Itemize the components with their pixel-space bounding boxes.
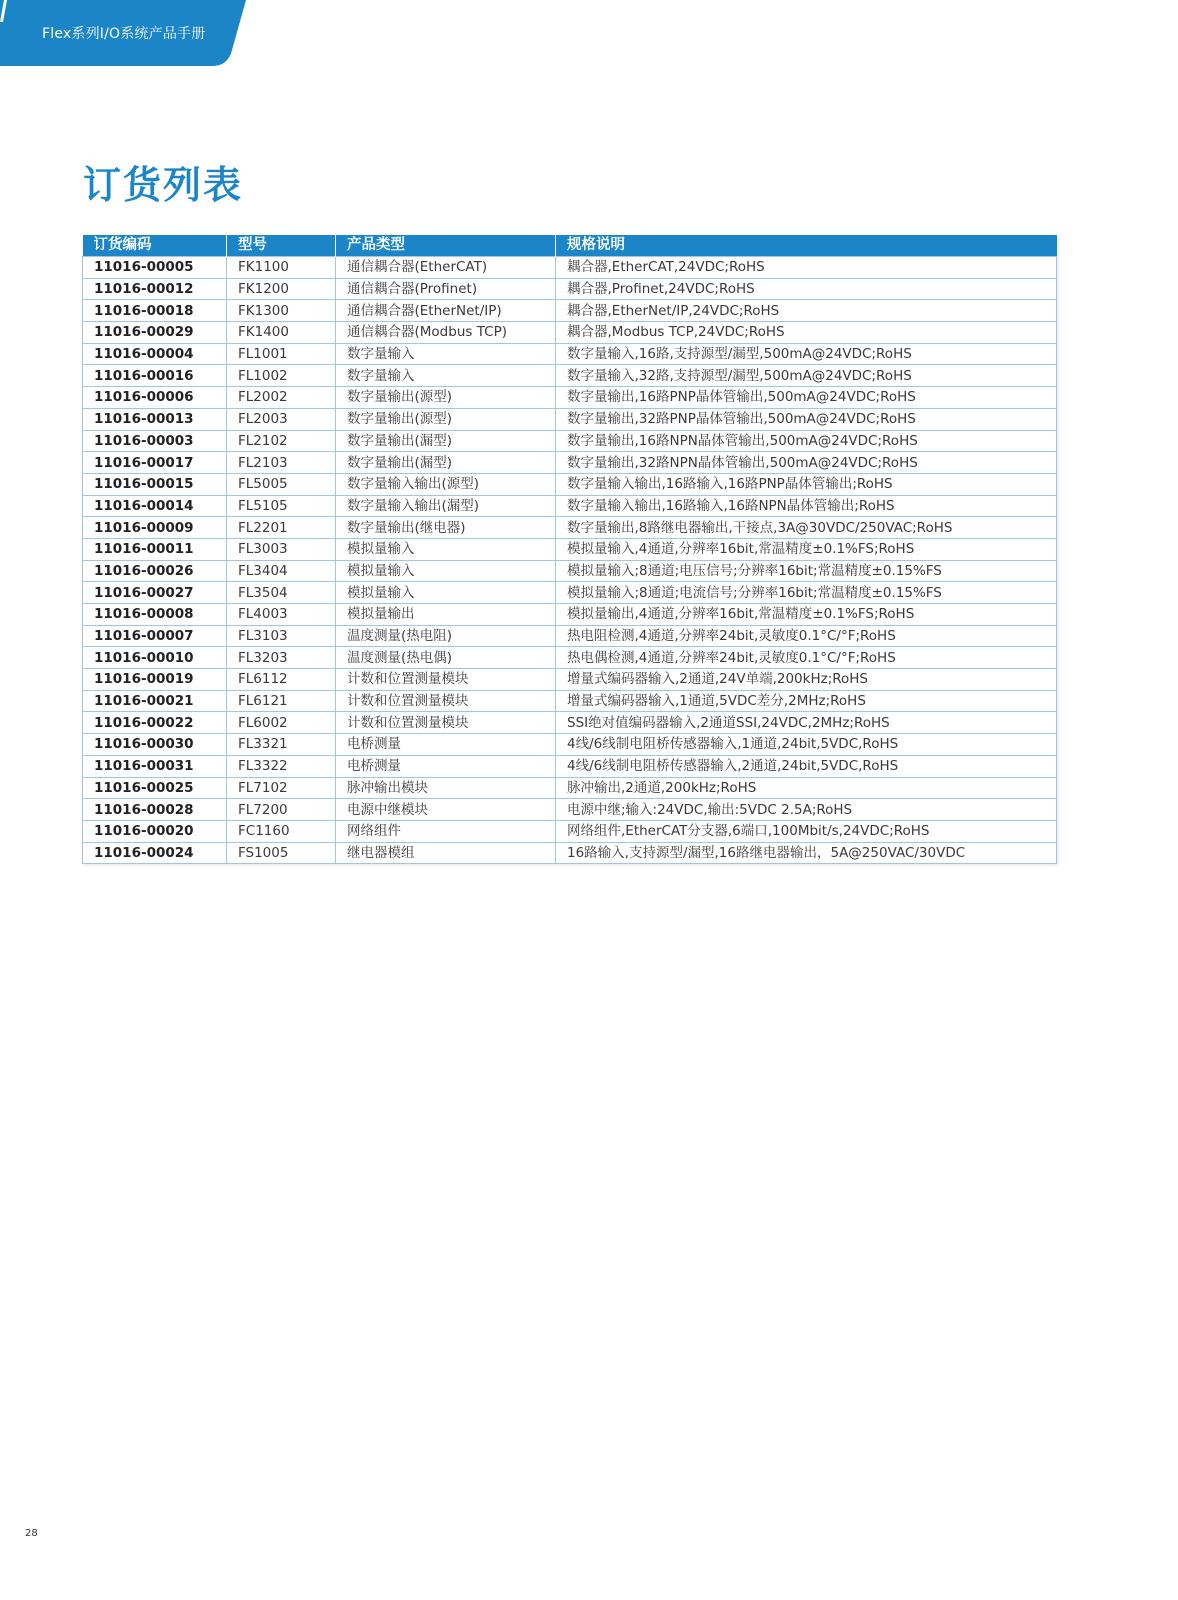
table-row — [83, 734, 1057, 756]
product-type-cell: 模拟量输入 — [336, 560, 556, 582]
table-row — [83, 820, 1057, 842]
table-row — [83, 278, 1057, 300]
table-row — [83, 538, 1057, 560]
product-type-cell: 通信耦合器(Profinet) — [336, 278, 556, 300]
spec-cell: 数字量输出,16路NPN晶体管输出,500mA@24VDC;RoHS — [556, 430, 1057, 452]
product-type-cell: 数字量输出(继电器) — [336, 517, 556, 539]
page-number: 28 — [25, 1528, 38, 1539]
spec-cell: 耦合器,EtherCAT,24VDC;RoHS — [556, 257, 1057, 279]
model-cell: FL3504 — [227, 582, 336, 604]
column-header-spec: 规格说明 — [556, 235, 1057, 257]
order-code-cell: 11016-00008 — [83, 604, 227, 626]
order-code-cell: 11016-00019 — [83, 669, 227, 691]
model-cell: FS1005 — [227, 842, 336, 864]
order-code-cell: 11016-00015 — [83, 473, 227, 495]
order-code-cell: 11016-00028 — [83, 799, 227, 821]
model-cell: FL4003 — [227, 604, 336, 626]
table-row — [83, 690, 1057, 712]
spec-cell: 数字量输入输出,16路输入,16路PNP晶体管输出;RoHS — [556, 473, 1057, 495]
order-code-cell: 11016-00006 — [83, 387, 227, 409]
table-row — [83, 408, 1057, 430]
table-row — [83, 755, 1057, 777]
order-table — [82, 235, 1057, 864]
model-cell: FL6112 — [227, 669, 336, 691]
order-code-cell: 11016-00007 — [83, 625, 227, 647]
order-code-cell: 11016-00014 — [83, 495, 227, 517]
slash-icon — [0, 0, 7, 22]
table-row — [83, 560, 1057, 582]
product-type-cell: 脉冲输出模块 — [336, 777, 556, 799]
product-type-cell: 数字量输入输出(漏型) — [336, 495, 556, 517]
order-code-cell: 11016-00010 — [83, 647, 227, 669]
table-row — [83, 387, 1057, 409]
spec-cell: 网络组件,EtherCAT分支器,6端口,100Mbit/s,24VDC;RoHS — [556, 820, 1057, 842]
spec-cell: 模拟量输入;8通道;电流信号;分辨率16bit;常温精度±0.15%FS — [556, 582, 1057, 604]
spec-cell: 热电阻检测,4通道,分辨率24bit,灵敏度0.1°C/°F;RoHS — [556, 625, 1057, 647]
spec-cell: 模拟量输入,4通道,分辨率16bit,常温精度±0.1%FS;RoHS — [556, 538, 1057, 560]
order-code-cell: 11016-00025 — [83, 777, 227, 799]
table-row — [83, 257, 1057, 279]
product-type-cell: 电桥测量 — [336, 734, 556, 756]
model-cell: FL6121 — [227, 690, 336, 712]
table-row — [83, 604, 1057, 626]
model-cell: FL2201 — [227, 517, 336, 539]
spec-cell: 数字量输入输出,16路输入,16路NPN晶体管输出;RoHS — [556, 495, 1057, 517]
spec-cell: 数字量输入,32路,支持源型/漏型,500mA@24VDC;RoHS — [556, 365, 1057, 387]
spec-cell: 耦合器,Profinet,24VDC;RoHS — [556, 278, 1057, 300]
model-cell: FK1400 — [227, 322, 336, 344]
spec-cell: 增量式编码器输入,2通道,24V单端,200kHz;RoHS — [556, 669, 1057, 691]
model-cell: FK1300 — [227, 300, 336, 322]
spec-cell: SSI绝对值编码器输入,2通道SSI,24VDC,2MHz;RoHS — [556, 712, 1057, 734]
model-cell: FL3321 — [227, 734, 336, 756]
product-type-cell: 电源中继模块 — [336, 799, 556, 821]
table-row — [83, 430, 1057, 452]
page-title: 订货列表 — [83, 163, 244, 207]
column-header-order-code: 订货编码 — [83, 235, 227, 257]
table-row — [83, 669, 1057, 691]
order-code-cell: 11016-00012 — [83, 278, 227, 300]
order-code-cell: 11016-00016 — [83, 365, 227, 387]
model-cell: FL6002 — [227, 712, 336, 734]
column-header-model: 型号 — [227, 235, 336, 257]
model-cell: FL3322 — [227, 755, 336, 777]
model-cell: FL5005 — [227, 473, 336, 495]
model-cell: FL3404 — [227, 560, 336, 582]
spec-cell: 数字量输出,16路PNP晶体管输出,500mA@24VDC;RoHS — [556, 387, 1057, 409]
product-type-cell: 数字量输入 — [336, 343, 556, 365]
spec-cell: 数字量输出,32路NPN晶体管输出,500mA@24VDC;RoHS — [556, 452, 1057, 474]
order-code-cell: 11016-00021 — [83, 690, 227, 712]
table-row — [83, 517, 1057, 539]
table-row — [83, 300, 1057, 322]
spec-cell: 数字量输入,16路,支持源型/漏型,500mA@24VDC;RoHS — [556, 343, 1057, 365]
table-row — [83, 647, 1057, 669]
table-row — [83, 343, 1057, 365]
product-type-cell: 模拟量输出 — [336, 604, 556, 626]
model-cell: FK1100 — [227, 257, 336, 279]
spec-cell: 耦合器,Modbus TCP,24VDC;RoHS — [556, 322, 1057, 344]
spec-cell: 数字量输出,32路PNP晶体管输出,500mA@24VDC;RoHS — [556, 408, 1057, 430]
order-code-cell: 11016-00020 — [83, 820, 227, 842]
order-code-cell: 11016-00009 — [83, 517, 227, 539]
order-code-cell: 11016-00003 — [83, 430, 227, 452]
table-row — [83, 777, 1057, 799]
order-code-cell: 11016-00027 — [83, 582, 227, 604]
product-type-cell: 继电器模组 — [336, 842, 556, 864]
model-cell: FL7200 — [227, 799, 336, 821]
product-type-cell: 通信耦合器(EtherCAT) — [336, 257, 556, 279]
order-code-cell: 11016-00011 — [83, 538, 227, 560]
product-type-cell: 数字量输出(源型) — [336, 408, 556, 430]
order-code-cell: 11016-00018 — [83, 300, 227, 322]
product-type-cell: 数字量输入输出(源型) — [336, 473, 556, 495]
product-type-cell: 模拟量输入 — [336, 538, 556, 560]
order-code-cell: 11016-00031 — [83, 755, 227, 777]
spec-cell: 耦合器,EtherNet/IP,24VDC;RoHS — [556, 300, 1057, 322]
table-row — [83, 365, 1057, 387]
table-row — [83, 452, 1057, 474]
order-code-cell: 11016-00022 — [83, 712, 227, 734]
product-type-cell: 电桥测量 — [336, 755, 556, 777]
product-type-cell: 模拟量输入 — [336, 582, 556, 604]
spec-cell: 数字量输出,8路继电器输出,干接点,3A@30VDC/250VAC;RoHS — [556, 517, 1057, 539]
spec-cell: 模拟量输出,4通道,分辨率16bit,常温精度±0.1%FS;RoHS — [556, 604, 1057, 626]
spec-cell: 模拟量输入;8通道;电压信号;分辨率16bit;常温精度±0.15%FS — [556, 560, 1057, 582]
spec-cell: 电源中继;输入:24VDC,输出:5VDC 2.5A;RoHS — [556, 799, 1057, 821]
order-code-cell: 11016-00029 — [83, 322, 227, 344]
table-body — [83, 257, 1057, 864]
product-type-cell: 网络组件 — [336, 820, 556, 842]
product-type-cell: 通信耦合器(EtherNet/IP) — [336, 300, 556, 322]
table-header-row — [83, 235, 1057, 257]
product-type-cell: 数字量输出(漏型) — [336, 430, 556, 452]
table-row — [83, 799, 1057, 821]
model-cell: FL2002 — [227, 387, 336, 409]
order-code-cell: 11016-00013 — [83, 408, 227, 430]
model-cell: FL3203 — [227, 647, 336, 669]
model-cell: FL2003 — [227, 408, 336, 430]
order-code-cell: 11016-00026 — [83, 560, 227, 582]
model-cell: FK1200 — [227, 278, 336, 300]
product-type-cell: 数字量输入 — [336, 365, 556, 387]
spec-cell: 4线/6线制电阻桥传感器输入,1通道,24bit,5VDC,RoHS — [556, 734, 1057, 756]
model-cell: FL5105 — [227, 495, 336, 517]
product-type-cell: 数字量输出(源型) — [336, 387, 556, 409]
column-header-product-type: 产品类型 — [336, 235, 556, 257]
order-code-cell: 11016-00024 — [83, 842, 227, 864]
product-type-cell: 计数和位置测量模块 — [336, 712, 556, 734]
table-row — [83, 625, 1057, 647]
product-type-cell: 通信耦合器(Modbus TCP) — [336, 322, 556, 344]
product-type-cell: 计数和位置测量模块 — [336, 690, 556, 712]
model-cell: FL3103 — [227, 625, 336, 647]
table-row — [83, 712, 1057, 734]
spec-cell: 16路输入,支持源型/漏型,16路继电器输出，5A@250VAC/30VDC — [556, 842, 1057, 864]
model-cell: FL2102 — [227, 430, 336, 452]
table-row — [83, 842, 1057, 864]
table-row — [83, 495, 1057, 517]
table-row — [83, 582, 1057, 604]
product-type-cell: 温度测量(热电偶) — [336, 647, 556, 669]
table-row — [83, 322, 1057, 344]
model-cell: FL2103 — [227, 452, 336, 474]
order-code-cell: 11016-00030 — [83, 734, 227, 756]
order-code-cell: 11016-00005 — [83, 257, 227, 279]
spec-cell: 增量式编码器输入,1通道,5VDC差分,2MHz;RoHS — [556, 690, 1057, 712]
product-type-cell: 温度测量(热电阻) — [336, 625, 556, 647]
spec-cell: 4线/6线制电阻桥传感器输入,2通道,24bit,5VDC,RoHS — [556, 755, 1057, 777]
header-tab — [0, 0, 250, 66]
table-row — [83, 473, 1057, 495]
spec-cell: 脉冲输出,2通道,200kHz;RoHS — [556, 777, 1057, 799]
model-cell: FL3003 — [227, 538, 336, 560]
model-cell: FL1002 — [227, 365, 336, 387]
spec-cell: 热电偶检测,4通道,分辨率24bit,灵敏度0.1°C/°F;RoHS — [556, 647, 1057, 669]
product-type-cell: 数字量输出(漏型) — [336, 452, 556, 474]
order-code-cell: 11016-00017 — [83, 452, 227, 474]
manual-title: Flex系列I/O系统产品手册 — [42, 26, 206, 42]
model-cell: FC1160 — [227, 820, 336, 842]
product-type-cell: 计数和位置测量模块 — [336, 669, 556, 691]
order-code-cell: 11016-00004 — [83, 343, 227, 365]
model-cell: FL1001 — [227, 343, 336, 365]
model-cell: FL7102 — [227, 777, 336, 799]
